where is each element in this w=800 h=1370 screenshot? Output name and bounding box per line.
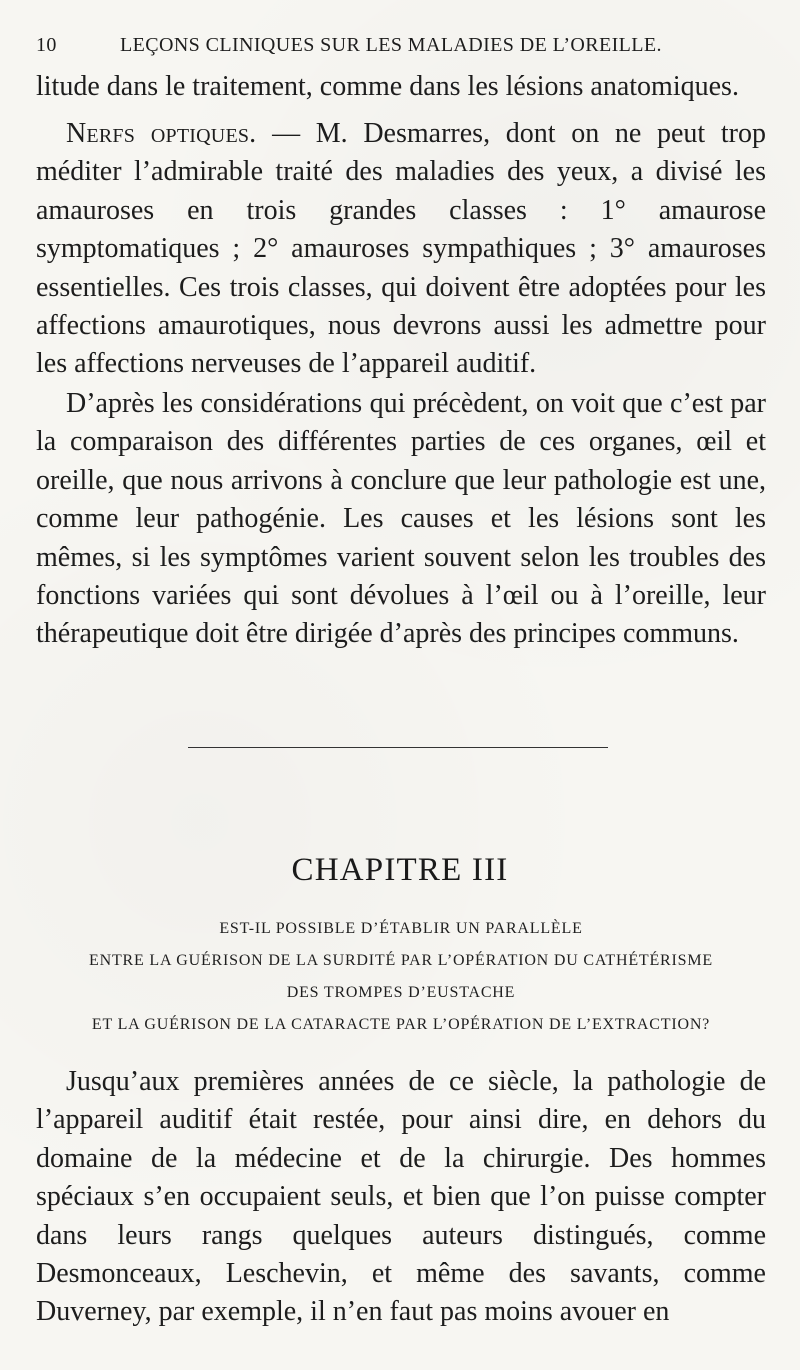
running-header bbox=[36, 34, 764, 64]
paragraph-continuation: litude dans le traitement, comme dans les lésions anatomiques. bbox=[36, 71, 739, 102]
chapter-title: CHAPITRE III bbox=[291, 852, 509, 888]
chapter-subtitle: EST-IL POSSIBLE D’ÉTABLIR UN PARALLÈLE ENTRE LA GUÉRISON DE LA SURDITÉ PAR L’OPÉRATION DU CATHÉTÉRISME DES TROMPES D’EUSTACHE ET LA GUÉRISON DE LA CATARACTE PAR L’OPÉRATION DE L’EXTRACTION? bbox=[89, 920, 713, 1033]
section-separator bbox=[188, 747, 608, 748]
page-number: 10 bbox=[36, 34, 57, 56]
chapter-opening-paragraph: Jusqu’aux premières années de ce siècle, la pathologie de l’appareil auditif était restée, pour ainsi dire, en dehors du domaine de la médecine et de la chirurgie. Des hommes spéciaux s’en occupaient seuls, et bien que l’on puisse compter dans leurs rangs quelques auteurs distingués, comme Desmonceaux, Leschevin, et même des savants, comme Duverney, par exemple, il n’en faut pas moins avouer en bbox=[36, 1066, 766, 1328]
paragraph-text: — M. Desmarres, dont on ne peut trop méditer l’admirable traité des maladies des yeux, a divisé les amauroses en trois grandes classes : 1° amaurose symptomatiques ; 2° amauroses sympathiques ; 3° amauroses essentielles. Ces trois classes, qui doivent être adoptées pour les affections amaurotiques, nous devrons aussi les admettre pour les affections nerveuses de l’appareil auditif. bbox=[36, 118, 767, 380]
running-title: LEÇONS CLINIQUES SUR LES MALADIES DE L’OREILLE. bbox=[120, 34, 662, 56]
section-label: Nerfs optiques. bbox=[66, 118, 257, 149]
paragraph-nerfs-optiques bbox=[36, 115, 766, 384]
paragraph-considerations: D’après les considérations qui précèdent, on voit que c’est par la comparaison des différentes parties de ces organes, œil et oreille, que nous arrivons à conclure que leur pathologie est une, comme leur pathogénie. Les causes et les lésions sont les mêmes, si les symptômes varient souvent selon les troubles des fonctions variées qui sont dévolues à l’œil ou à l’oreille, leur thérapeutique doit être dirigée d’après des principes communs. bbox=[36, 388, 766, 650]
